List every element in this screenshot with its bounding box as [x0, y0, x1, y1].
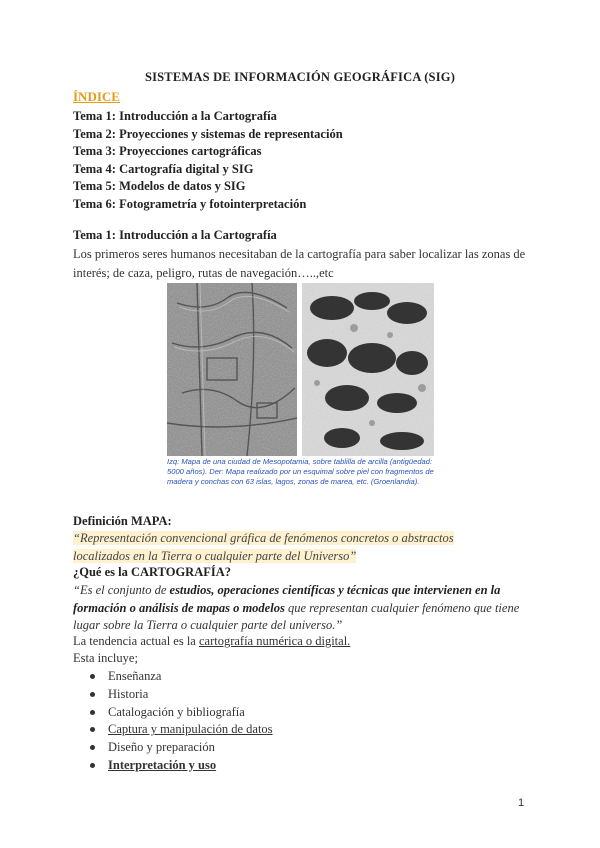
list-item: Captura y manipulación de datos	[90, 721, 273, 739]
definition-heading: Definición MAPA:	[73, 514, 172, 528]
intro-paragraph: Los primeros seres humanos necesitaban de la cartografía para saber localizar las zonas de interés; de caza, peligro, rutas de navegación…..,etc	[73, 247, 526, 280]
cartography-quote: “Es el conjunto de estudios, operaciones científicas y técnicas que intervienen en la formación o análisis de mapas o modelos que representan cualquier fenómeno que tiene lugar sobre la Tierra o cualquier parte del universo.”	[73, 583, 520, 632]
index-heading: ÍNDICE	[73, 89, 120, 104]
table-of-contents	[73, 108, 343, 214]
includes-label: Esta incluye;	[73, 651, 138, 665]
digital-cartography-text: cartografía numérica o digital.	[198, 634, 351, 648]
mesopotamia-tablet-image	[167, 283, 297, 456]
list-item: Catalogación y bibliografía	[90, 704, 273, 722]
document-title: SISTEMAS DE INFORMACIÓN GEOGRÁFICA (SIG)	[144, 70, 456, 84]
section-heading: Tema 1: Introducción a la Cartografía	[73, 228, 277, 242]
list-item: Enseñanza	[90, 668, 273, 686]
definition-quote	[73, 530, 493, 565]
trend-line: La tendencia actual es la cartografía numérica o digital.	[73, 634, 351, 648]
toc-item: Tema 4: Cartografía digital y SIG	[73, 161, 254, 176]
list-item: Diseño y preparación	[90, 739, 273, 757]
toc-item: Tema 5: Modelos de datos y SIG	[73, 179, 246, 194]
toc-item: Tema 2: Proyecciones y sistemas de representación	[73, 126, 343, 141]
cartography-heading: ¿Qué es la CARTOGRAFÍA?	[73, 565, 232, 579]
list-item: Historia	[90, 686, 273, 704]
list-item: Interpretación y uso	[90, 757, 273, 775]
toc-item: Tema 6: Fotogrametría y fotointerpretación	[73, 196, 307, 211]
figure	[167, 283, 434, 513]
definition-quote-text: “Representación convencional gráfica de fenómenos concretos o abstractos localizados en la Tierra o cualquier parte del Universo”	[73, 531, 454, 563]
page-number: 1	[518, 797, 525, 809]
bullet-list	[90, 668, 273, 775]
inuit-map-image	[302, 283, 434, 456]
figure-caption: Izq: Mapa de una ciudad de Mesopotamia, sobre tablilla de arcilla (antigüedad: 5000 años). Der: Mapa realizado por un esquimal sobre piel con fragmentos de madera y conchas con 63 islas, lagos, zonas de marea, etc. (Groenlandia).	[167, 457, 434, 486]
toc-item: Tema 1: Introducción a la Cartografía	[73, 109, 277, 123]
toc-item: Tema 3: Proyecciones cartográficas	[73, 144, 262, 159]
